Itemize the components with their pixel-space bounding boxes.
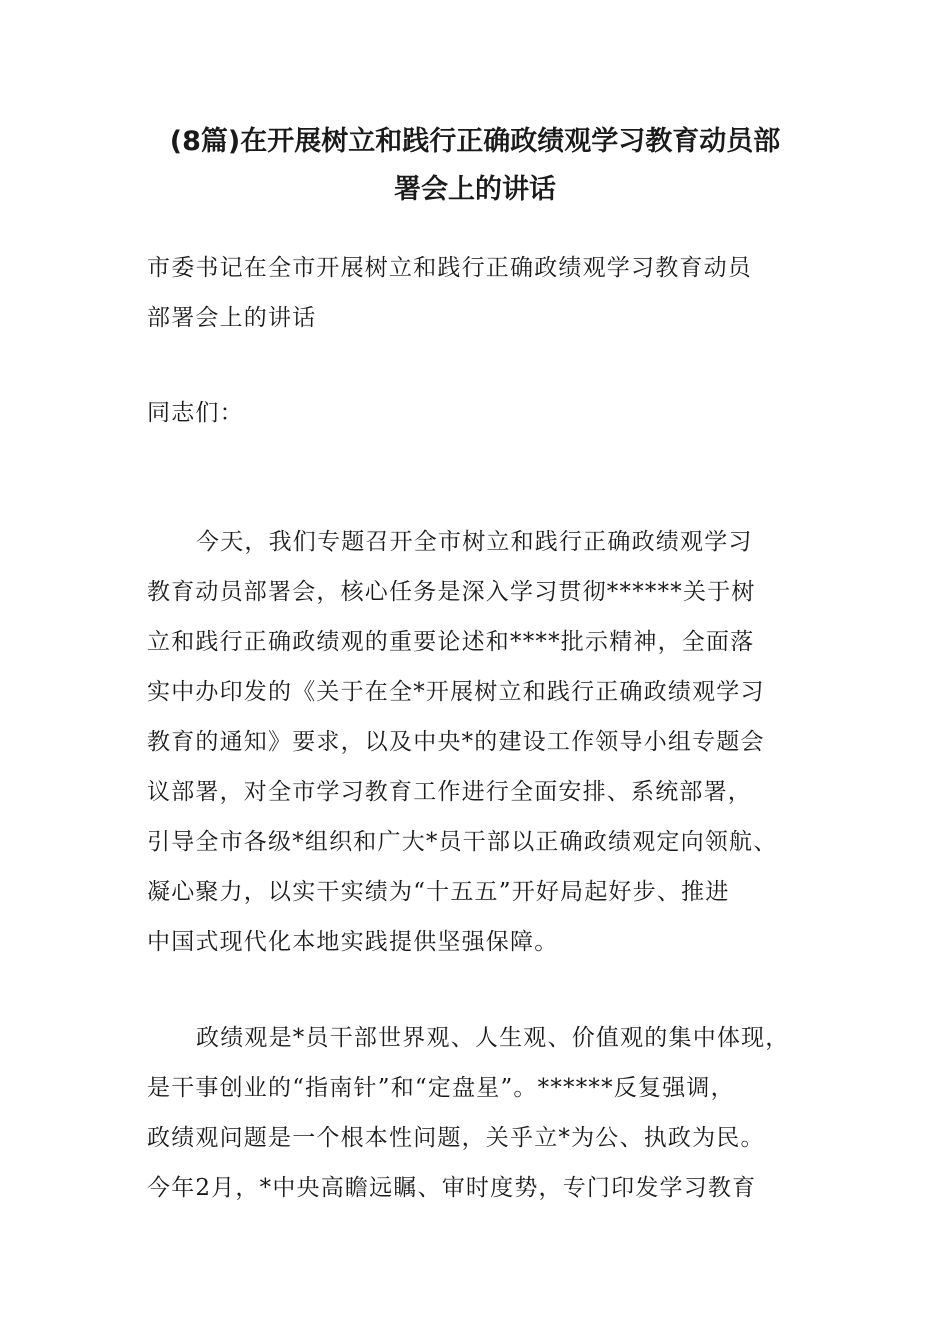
paragraph-line: 政绩观是*员干部世界观、人生观、价值观的集中体现， xyxy=(196,1025,790,1051)
paragraph-line: 引导全市各级*组织和广大*员干部以正确政绩观定向领航、 xyxy=(147,829,778,855)
paragraph-1 xyxy=(147,517,827,967)
document-title xyxy=(0,118,950,214)
paragraph-line: 政绩观问题是一个根本性问题，关乎立*为公、执政为民。 xyxy=(147,1125,765,1151)
paragraph-line: 凝心聚力，以实干实绩为“十五五”开好局起好步、推进 xyxy=(147,879,730,905)
paragraph-2 xyxy=(147,1013,827,1213)
greeting xyxy=(147,388,827,438)
paragraph-line: 教育动员部署会，核心任务是深入学习贯彻******关于树 xyxy=(147,579,756,605)
subtitle-line: 部署会上的讲话 xyxy=(147,305,317,331)
paragraph-line: 议部署，对全市学习教育工作进行全面安排、系统部署， xyxy=(147,779,752,805)
paragraph-line: 今年2月，*中央高瞻远瞩、审时度势，专门印发学习教育 xyxy=(147,1175,757,1201)
paragraph-line: 教育的通知》要求，以及中央*的建设工作领导小组专题会 xyxy=(147,729,765,755)
paragraph-line: 实中办印发的《关于在全*开展树立和践行正确政绩观学习 xyxy=(147,679,765,705)
title-line: 署会上的讲话 xyxy=(394,174,556,205)
paragraph-line: 中国式现代化本地实践提供坚强保障。 xyxy=(147,929,559,955)
greeting-text: 同志们： xyxy=(147,400,244,426)
title-line: (8篇)在开展树立和践行正确政绩观学习教育动员部 xyxy=(169,126,781,157)
subtitle-line: 市委书记在全市开展树立和践行正确政绩观学习教育动员 xyxy=(147,255,752,281)
paragraph-line: 立和践行正确政绩观的重要论述和****批示精神，全面落 xyxy=(147,629,755,655)
paragraph-line: 是干事创业的“指南针”和“定盘星”。******反复强调， xyxy=(147,1075,735,1101)
document-subtitle xyxy=(147,243,827,343)
paragraph-line: 今天，我们专题召开全市树立和践行正确政绩观学习 xyxy=(196,529,753,555)
